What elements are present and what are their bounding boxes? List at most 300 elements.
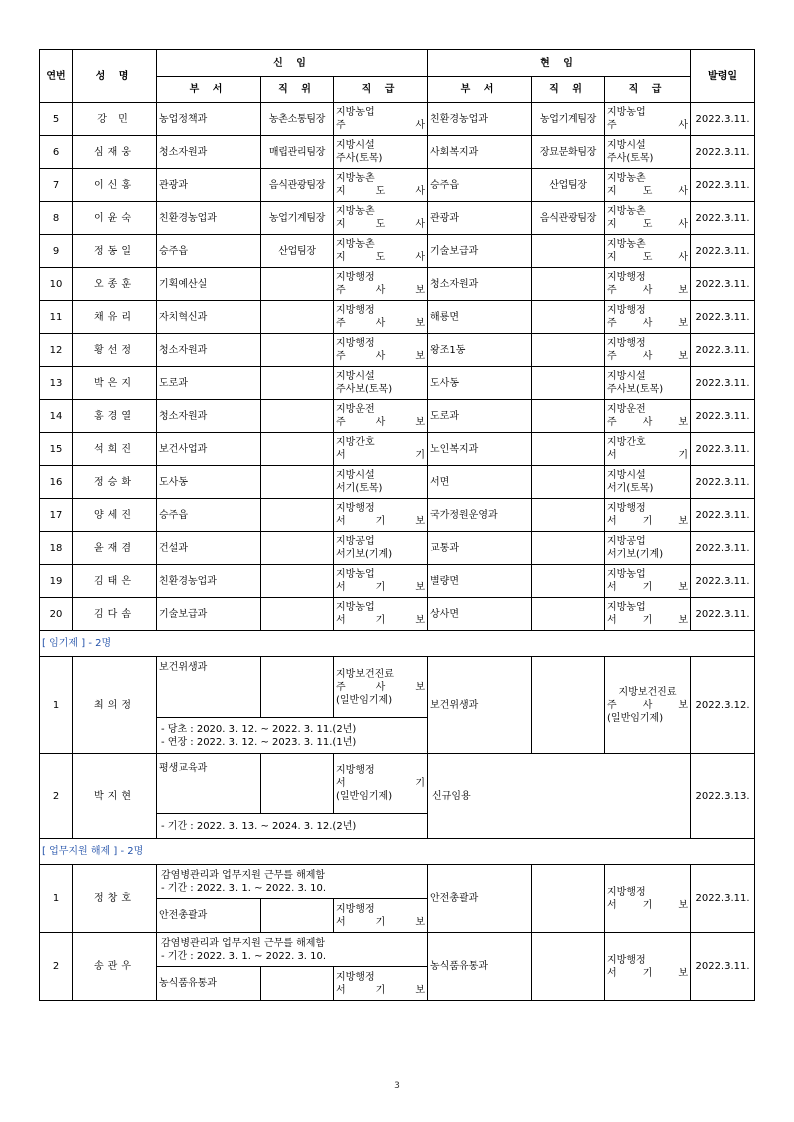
table-row [40, 532, 755, 565]
rank-line: 서 기 보 [607, 615, 689, 626]
person-name: 정창호 [73, 865, 157, 933]
new-rank [334, 967, 428, 1001]
cur-rank [605, 532, 691, 565]
cur-rank [605, 499, 691, 532]
row-number: 8 [40, 202, 73, 235]
cur-position [532, 433, 605, 466]
new-dept: 안전총괄과 [157, 899, 261, 933]
rank-line: 지방시설 [336, 140, 375, 151]
rank-line: (일반임기제) [336, 694, 393, 706]
table-row [40, 400, 755, 433]
table-row [40, 136, 755, 169]
row-number: 12 [40, 334, 73, 367]
cur-dept: 상사면 [428, 598, 532, 631]
rank-line: 서기(토목) [336, 483, 383, 494]
cur-status: 신규임용 [428, 754, 691, 839]
cur-dept: 농식품유통과 [428, 933, 532, 1001]
new-rank [334, 466, 428, 499]
term-notes [157, 814, 428, 839]
support-notes [157, 865, 428, 899]
new-dept: 관광과 [157, 169, 261, 202]
person-name: 최의정 [73, 657, 157, 754]
cur-position [532, 565, 605, 598]
rank-line: 지방행정 [336, 903, 375, 915]
cur-dept: 청소자원과 [428, 268, 532, 301]
appointment-date: 2022.3.11. [691, 933, 755, 1001]
cur-rank [605, 367, 691, 400]
note-line: - 연장 : 2022. 3. 12. ~ 2023. 3. 11.(1년) [161, 736, 357, 748]
table-row [40, 499, 755, 532]
new-rank [334, 532, 428, 565]
appointment-date: 2022.3.13. [691, 754, 755, 839]
term-notes [157, 718, 428, 754]
new-dept: 자치혁신과 [157, 301, 261, 334]
person-name: 오종훈 [73, 268, 157, 301]
row-number: 14 [40, 400, 73, 433]
row-number: 5 [40, 103, 73, 136]
new-dept: 청소자원과 [157, 136, 261, 169]
rank-line: 지방농업 [607, 569, 646, 580]
table-row [40, 268, 755, 301]
new-rank [334, 433, 428, 466]
appointment-date: 2022.3.11. [691, 565, 755, 598]
rank-line: 지방운전 [336, 404, 375, 415]
header-new-dept: 부 서 [157, 77, 261, 103]
new-position [261, 301, 334, 334]
person-name: 강 민 [73, 103, 157, 136]
header-cur-dept: 부 서 [428, 77, 532, 103]
table-row [40, 367, 755, 400]
new-rank [334, 499, 428, 532]
row-number: 9 [40, 235, 73, 268]
rank-line: 지방시설 [607, 140, 646, 151]
rank-line: 서 기 보 [336, 916, 426, 928]
rank-line: 주 사 보 [336, 285, 426, 296]
rank-line: 서 기 보 [336, 984, 426, 996]
new-dept: 평생교육과 [157, 754, 261, 814]
new-position: 농촌소통팀장 [261, 103, 334, 136]
cur-rank [605, 235, 691, 268]
cur-rank [605, 103, 691, 136]
new-rank [334, 400, 428, 433]
row-number: 19 [40, 565, 73, 598]
rank-line: 지방시설 [336, 470, 375, 481]
row-number: 16 [40, 466, 73, 499]
table-row [40, 169, 755, 202]
new-rank [334, 202, 428, 235]
rank-line: 지방시설 [607, 371, 646, 382]
appointment-date: 2022.3.11. [691, 334, 755, 367]
person-name: 홍경열 [73, 400, 157, 433]
cur-position [532, 598, 605, 631]
header-name: 성 명 [73, 50, 157, 103]
rank-line: 지방행정 [336, 305, 375, 316]
rank-line: 지 도 사 [336, 252, 426, 263]
person-name: 정동일 [73, 235, 157, 268]
rank-line: 주사(토목) [607, 153, 654, 164]
rank-line: 주 사 보 [336, 417, 426, 428]
rank-line: 지방행정 [607, 305, 646, 316]
rank-line: 서 기 보 [607, 516, 689, 527]
cur-position [532, 865, 605, 933]
cur-position [532, 301, 605, 334]
cur-dept: 도사동 [428, 367, 532, 400]
new-position [261, 367, 334, 400]
cur-position [532, 499, 605, 532]
person-name: 이윤숙 [73, 202, 157, 235]
rank-line: 주 사 보 [607, 318, 689, 329]
cur-rank [605, 933, 691, 1001]
new-dept: 도로과 [157, 367, 261, 400]
appointment-date: 2022.3.11. [691, 268, 755, 301]
table-row [40, 202, 755, 235]
new-position [261, 466, 334, 499]
rank-line: 지방행정 [336, 971, 375, 983]
rank-line: 주 사 보 [607, 351, 689, 362]
new-position: 음식관광팀장 [261, 169, 334, 202]
new-rank [334, 899, 428, 933]
rank-line: 지방농업 [336, 569, 375, 580]
person-name: 박은지 [73, 367, 157, 400]
note-line: - 기간 : 2022. 3. 1. ~ 2022. 3. 10. [161, 882, 327, 894]
rank-line: 지방행정 [607, 886, 646, 898]
rank-line: 지방농촌 [336, 239, 375, 250]
personnel-table [39, 49, 755, 1001]
temp-section [40, 631, 755, 839]
cur-rank [605, 433, 691, 466]
cur-position: 음식관광팀장 [532, 202, 605, 235]
rank-line: 서 기 보 [607, 582, 689, 593]
cur-position [532, 400, 605, 433]
table-row [40, 235, 755, 268]
cur-dept: 별량면 [428, 565, 532, 598]
new-position [261, 400, 334, 433]
new-position [261, 499, 334, 532]
new-rank [334, 301, 428, 334]
new-dept: 보건위생과 [157, 657, 261, 718]
header-new: 신 임 [157, 50, 428, 77]
rank-line: 주 사 [607, 120, 689, 131]
rank-line: 지방농촌 [336, 173, 375, 184]
new-position [261, 565, 334, 598]
appointment-date: 2022.3.11. [691, 598, 755, 631]
rank-line: 지 도 사 [607, 186, 689, 197]
note-line: - 기간 : 2022. 3. 1. ~ 2022. 3. 10. [161, 950, 327, 962]
new-dept: 청소자원과 [157, 334, 261, 367]
rank-line: 주사보(토목) [336, 384, 393, 395]
cur-dept: 승주읍 [428, 169, 532, 202]
rank-line: 주 사 [336, 120, 426, 131]
rank-line: 지방시설 [336, 371, 375, 382]
person-name: 송관우 [73, 933, 157, 1001]
support-notes [157, 933, 428, 967]
rank-line: 서 기 [607, 450, 689, 461]
new-rank [334, 657, 428, 718]
rank-line: 주 사 보 [336, 681, 426, 693]
header-cur-rank: 직 급 [605, 77, 691, 103]
note-line: - 당초 : 2020. 3. 12. ~ 2022. 3. 11.(2년) [161, 723, 357, 735]
row-number: 20 [40, 598, 73, 631]
rank-line: 지방행정 [607, 503, 646, 514]
cur-position [532, 532, 605, 565]
cur-rank [605, 400, 691, 433]
row-number: 17 [40, 499, 73, 532]
cur-rank [605, 268, 691, 301]
appointment-date: 2022.3.11. [691, 532, 755, 565]
rank-line: 지방행정 [607, 338, 646, 349]
new-position [261, 754, 334, 814]
header-current: 현 임 [428, 50, 691, 77]
cur-dept: 사회복지과 [428, 136, 532, 169]
row-number: 11 [40, 301, 73, 334]
rank-line: 지방행정 [607, 272, 646, 283]
rank-line: 서 기 보 [336, 582, 426, 593]
cur-rank [605, 598, 691, 631]
appointment-date: 2022.3.11. [691, 169, 755, 202]
appointment-date: 2022.3.11. [691, 301, 755, 334]
cur-dept: 서면 [428, 466, 532, 499]
cur-position [532, 268, 605, 301]
row-number: 1 [40, 865, 73, 933]
rank-line: 주 사 보 [336, 351, 426, 362]
person-name: 심재웅 [73, 136, 157, 169]
new-rank [334, 334, 428, 367]
note-line: 감염병관리과 업무지원 근무를 해제함 [161, 937, 326, 949]
rank-line: 주 사 보 [607, 699, 689, 711]
header-date: 발령일 [691, 50, 755, 103]
table-row [40, 433, 755, 466]
appointment-date: 2022.3.11. [691, 235, 755, 268]
row-number: 2 [40, 754, 73, 839]
cur-rank [605, 301, 691, 334]
new-rank [334, 268, 428, 301]
rank-line: 지방행정 [336, 765, 375, 776]
rank-line: 서 기 보 [607, 967, 689, 979]
appointment-date: 2022.3.11. [691, 202, 755, 235]
cur-position: 농업기계팀장 [532, 103, 605, 136]
main-rows [40, 103, 755, 631]
new-position [261, 899, 334, 933]
person-name: 윤재겸 [73, 532, 157, 565]
new-rank [334, 169, 428, 202]
person-name: 정승화 [73, 466, 157, 499]
rank-line: 주 사 보 [336, 318, 426, 329]
row-number: 10 [40, 268, 73, 301]
new-position [261, 334, 334, 367]
cur-rank [605, 169, 691, 202]
rank-line: 지방농업 [336, 602, 375, 613]
rank-line: 지방공업 [607, 536, 646, 547]
rank-line: 지 도 사 [607, 252, 689, 263]
support-section [40, 839, 755, 1001]
rank-line: 지방공업 [336, 536, 375, 547]
new-dept: 청소자원과 [157, 400, 261, 433]
rank-line: 서기보(기계) [336, 549, 393, 560]
page-number: 3 [394, 1081, 400, 1091]
appointment-date: 2022.3.11. [691, 499, 755, 532]
table-row [40, 301, 755, 334]
rank-line: 서 기 보 [607, 899, 689, 911]
rank-line: 지방간호 [336, 437, 375, 448]
appointment-date: 2022.3.11. [691, 103, 755, 136]
new-rank [334, 565, 428, 598]
new-position [261, 657, 334, 718]
person-name: 박지현 [73, 754, 157, 839]
table-row [40, 598, 755, 631]
rank-line: 주사보(토목) [607, 384, 664, 395]
row-number: 1 [40, 657, 73, 754]
row-number: 18 [40, 532, 73, 565]
cur-position [532, 334, 605, 367]
cur-dept: 관광과 [428, 202, 532, 235]
cur-rank [605, 657, 691, 754]
new-rank [334, 235, 428, 268]
rank-line: 지방간호 [607, 437, 646, 448]
person-name: 양세진 [73, 499, 157, 532]
appointment-date: 2022.3.11. [691, 400, 755, 433]
new-position: 농업기계팀장 [261, 202, 334, 235]
new-rank [334, 136, 428, 169]
header-new-position: 직 위 [261, 77, 334, 103]
rank-line: 지방농촌 [607, 239, 646, 250]
cur-dept: 왕조1동 [428, 334, 532, 367]
table-row [40, 334, 755, 367]
new-dept: 보건사업과 [157, 433, 261, 466]
rank-line: 서기(토목) [607, 483, 654, 494]
section-title-support: [ 업무지원 해제 ] - 2명 [40, 839, 755, 865]
new-dept: 승주읍 [157, 499, 261, 532]
appointment-date: 2022.3.11. [691, 865, 755, 933]
rank-line: 주 사 보 [607, 417, 689, 428]
new-dept: 도사동 [157, 466, 261, 499]
new-dept: 기획예산실 [157, 268, 261, 301]
rank-line: 지방농업 [607, 107, 646, 118]
cur-dept: 도로과 [428, 400, 532, 433]
new-dept: 친환경농업과 [157, 202, 261, 235]
rank-line: 지방농촌 [336, 206, 375, 217]
appointment-date: 2022.3.11. [691, 367, 755, 400]
appointment-date: 2022.3.11. [691, 466, 755, 499]
rank-line: 주사(토목) [336, 153, 383, 164]
rank-line: 서 기 [336, 778, 426, 789]
person-name: 김태은 [73, 565, 157, 598]
rank-line: 지방행정 [607, 954, 646, 966]
new-dept: 건설과 [157, 532, 261, 565]
rank-line: 지 도 사 [607, 219, 689, 230]
row-number: 6 [40, 136, 73, 169]
row-number: 15 [40, 433, 73, 466]
cur-rank [605, 136, 691, 169]
new-position [261, 532, 334, 565]
cur-dept: 안전총괄과 [428, 865, 532, 933]
appointment-date: 2022.3.12. [691, 657, 755, 754]
cur-position: 장묘문화팀장 [532, 136, 605, 169]
rank-line: (일반임기제) [336, 791, 393, 802]
new-position [261, 967, 334, 1001]
person-name: 김다솜 [73, 598, 157, 631]
new-rank [334, 598, 428, 631]
row-number: 2 [40, 933, 73, 1001]
new-dept: 기술보급과 [157, 598, 261, 631]
table-row [40, 565, 755, 598]
rank-line: 지방행정 [336, 338, 375, 349]
rank-line: 지방시설 [607, 470, 646, 481]
new-dept: 승주읍 [157, 235, 261, 268]
cur-rank [605, 466, 691, 499]
cur-position [532, 367, 605, 400]
rank-line: 지방보건진료 [618, 686, 677, 698]
new-rank [334, 367, 428, 400]
rank-line: 서기보(기계) [607, 549, 664, 560]
table-row [40, 103, 755, 136]
person-name: 채유리 [73, 301, 157, 334]
cur-dept: 보건위생과 [428, 657, 532, 754]
rank-line: (일반임기제) [607, 712, 664, 724]
cur-dept: 해룡면 [428, 301, 532, 334]
rank-line: 지방농업 [607, 602, 646, 613]
new-rank [334, 103, 428, 136]
cur-rank [605, 334, 691, 367]
row-number: 13 [40, 367, 73, 400]
cur-position: 산업팀장 [532, 169, 605, 202]
cur-rank [605, 865, 691, 933]
cur-dept: 노인복지과 [428, 433, 532, 466]
rank-line: 지방농촌 [607, 173, 646, 184]
new-dept: 친환경농업과 [157, 565, 261, 598]
appointment-date: 2022.3.11. [691, 433, 755, 466]
new-position: 산업팀장 [261, 235, 334, 268]
note-line: - 기간 : 2022. 3. 13. ~ 2024. 3. 12.(2년) [161, 820, 357, 832]
new-position [261, 433, 334, 466]
rank-line: 주 사 보 [607, 285, 689, 296]
new-dept: 농식품유통과 [157, 967, 261, 1001]
cur-position [532, 235, 605, 268]
rank-line: 지방농업 [336, 107, 375, 118]
header-new-rank: 직 급 [334, 77, 428, 103]
header-no: 연번 [40, 50, 73, 103]
rank-line: 지방농촌 [607, 206, 646, 217]
table-row [40, 466, 755, 499]
note-line: 감염병관리과 업무지원 근무를 해제함 [161, 869, 326, 881]
cur-dept: 기술보급과 [428, 235, 532, 268]
rank-line: 지방행정 [336, 272, 375, 283]
rank-line: 서 기 보 [336, 615, 426, 626]
rank-line: 서 기 [336, 450, 426, 461]
cur-rank [605, 565, 691, 598]
row-number: 7 [40, 169, 73, 202]
header-cur-position: 직 위 [532, 77, 605, 103]
new-dept: 농업정책과 [157, 103, 261, 136]
cur-dept: 국가정원운영과 [428, 499, 532, 532]
cur-rank [605, 202, 691, 235]
cur-dept: 교통과 [428, 532, 532, 565]
section-title-temp: [ 임기제 ] - 2명 [40, 631, 755, 657]
rank-line: 서 기 보 [336, 516, 426, 527]
person-name: 이신홍 [73, 169, 157, 202]
rank-line: 지 도 사 [336, 219, 426, 230]
cur-dept: 친환경농업과 [428, 103, 532, 136]
new-position: 매립관리팀장 [261, 136, 334, 169]
rank-line: 지방운전 [607, 404, 646, 415]
rank-line: 지방보건진료 [336, 668, 394, 680]
cur-position [532, 466, 605, 499]
new-rank [334, 754, 428, 814]
cur-position [532, 933, 605, 1001]
person-name: 석희진 [73, 433, 157, 466]
new-position [261, 598, 334, 631]
rank-line: 지 도 사 [336, 186, 426, 197]
appointment-date: 2022.3.11. [691, 136, 755, 169]
